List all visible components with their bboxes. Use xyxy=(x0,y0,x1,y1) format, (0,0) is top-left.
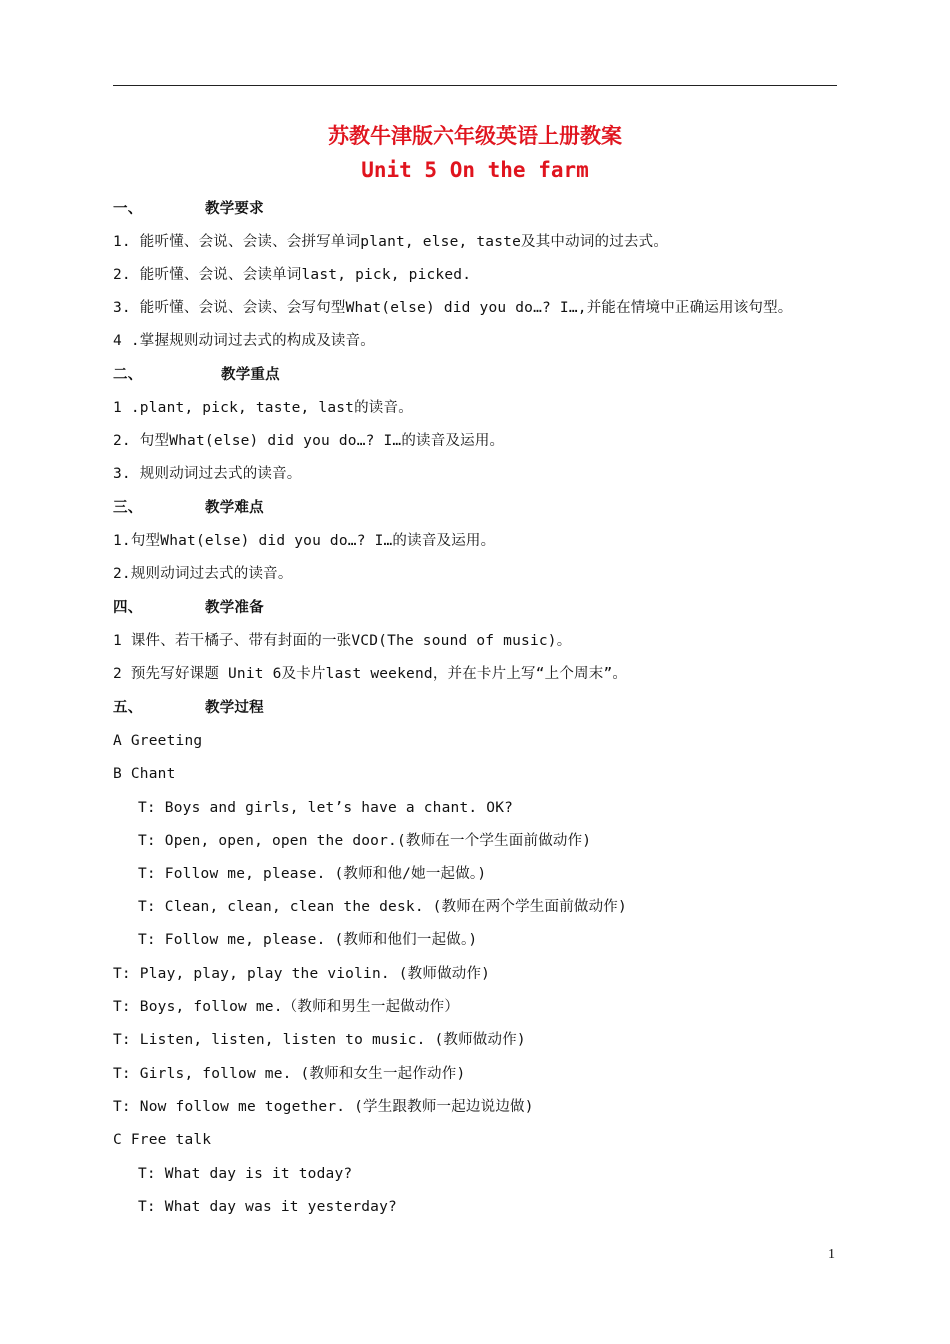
dialogue-line: T: Clean, clean, clean the desk. (教师在两个学生面前做动作) xyxy=(138,899,627,915)
key-point-item: 2. 句型What(else) did you do…? I…的读音及运用。 xyxy=(113,433,505,449)
dialogue-line: T: Follow me, please. (教师和他/她一起做。) xyxy=(138,866,487,882)
unit-title: Unit 5 On the farm xyxy=(361,158,589,182)
dialogue-line: T: Open, open, open the door.(教师在一个学生面前做动作) xyxy=(138,833,592,849)
section-title: 教学过程 xyxy=(205,700,264,716)
section-title: 教学准备 xyxy=(205,600,264,616)
page-number: 1 xyxy=(828,1247,835,1262)
step-greeting: A Greeting xyxy=(113,733,203,749)
dialogue-line: T: What day is it today? xyxy=(138,1166,353,1182)
step-chant: B Chant xyxy=(113,766,176,782)
requirement-item: 1. 能听懂、会说、会读、会拼写单词plant, else, taste及其中动词的过去式。 xyxy=(113,234,669,250)
preparation-item: 1 课件、若干橘子、带有封面的一张VCD(The sound of music)。 xyxy=(113,633,572,649)
section-number: 四、 xyxy=(113,600,143,616)
step-free-talk: C Free talk xyxy=(113,1132,212,1148)
dialogue-line: T: Boys, follow me.（教师和男生一起做动作） xyxy=(113,999,460,1015)
difficulty-item: 1.句型What(else) did you do…? I…的读音及运用。 xyxy=(113,533,496,549)
requirement-item: 4 .掌握规则动词过去式的构成及读音。 xyxy=(113,333,375,349)
preparation-item: 2 预先写好课题 Unit 6及卡片last weekend，并在卡片上写“上个周末”。 xyxy=(113,666,628,682)
dialogue-line: T: What day was it yesterday? xyxy=(138,1199,397,1215)
section-number: 五、 xyxy=(113,700,143,716)
section-heading-requirements xyxy=(113,199,264,219)
requirement-item: 2. 能听懂、会说、会读单词last, pick, picked. xyxy=(113,267,472,283)
document-title: 苏教牛津版六年级英语上册教案 xyxy=(328,124,622,148)
section-title: 教学要求 xyxy=(205,201,264,217)
dialogue-line: T: Now follow me together. (学生跟教师一起边说边做) xyxy=(113,1099,534,1115)
dialogue-line: T: Follow me, please. (教师和他们一起做。) xyxy=(138,932,478,948)
section-number: 二、 xyxy=(113,367,143,383)
key-point-item: 3. 规则动词过去式的读音。 xyxy=(113,466,302,482)
section-heading-process xyxy=(113,698,264,718)
section-title: 教学难点 xyxy=(205,500,264,516)
section-heading-preparation xyxy=(113,598,264,618)
key-point-item: 1 .plant, pick, taste, last的读音。 xyxy=(113,400,413,416)
dialogue-line: T: Girls, follow me. (教师和女生一起作动作) xyxy=(113,1066,466,1082)
section-number: 一、 xyxy=(113,201,143,217)
section-number: 三、 xyxy=(113,500,143,516)
header-rule xyxy=(113,85,837,86)
dialogue-line: T: Listen, listen, listen to music. (教师做动作) xyxy=(113,1032,526,1048)
dialogue-line: T: Play, play, play the violin. (教师做动作) xyxy=(113,966,491,982)
section-heading-difficulties xyxy=(113,498,264,518)
section-title: 教学重点 xyxy=(221,367,280,383)
requirement-item: 3. 能听懂、会说、会读、会写句型What(else) did you do…? I…,并能在情境中正确运用该句型。 xyxy=(113,300,793,316)
section-heading-key-points xyxy=(113,365,280,385)
dialogue-line: T: Boys and girls, let’s have a chant. OK? xyxy=(138,800,514,816)
difficulty-item: 2.规则动词过去式的读音。 xyxy=(113,566,293,582)
